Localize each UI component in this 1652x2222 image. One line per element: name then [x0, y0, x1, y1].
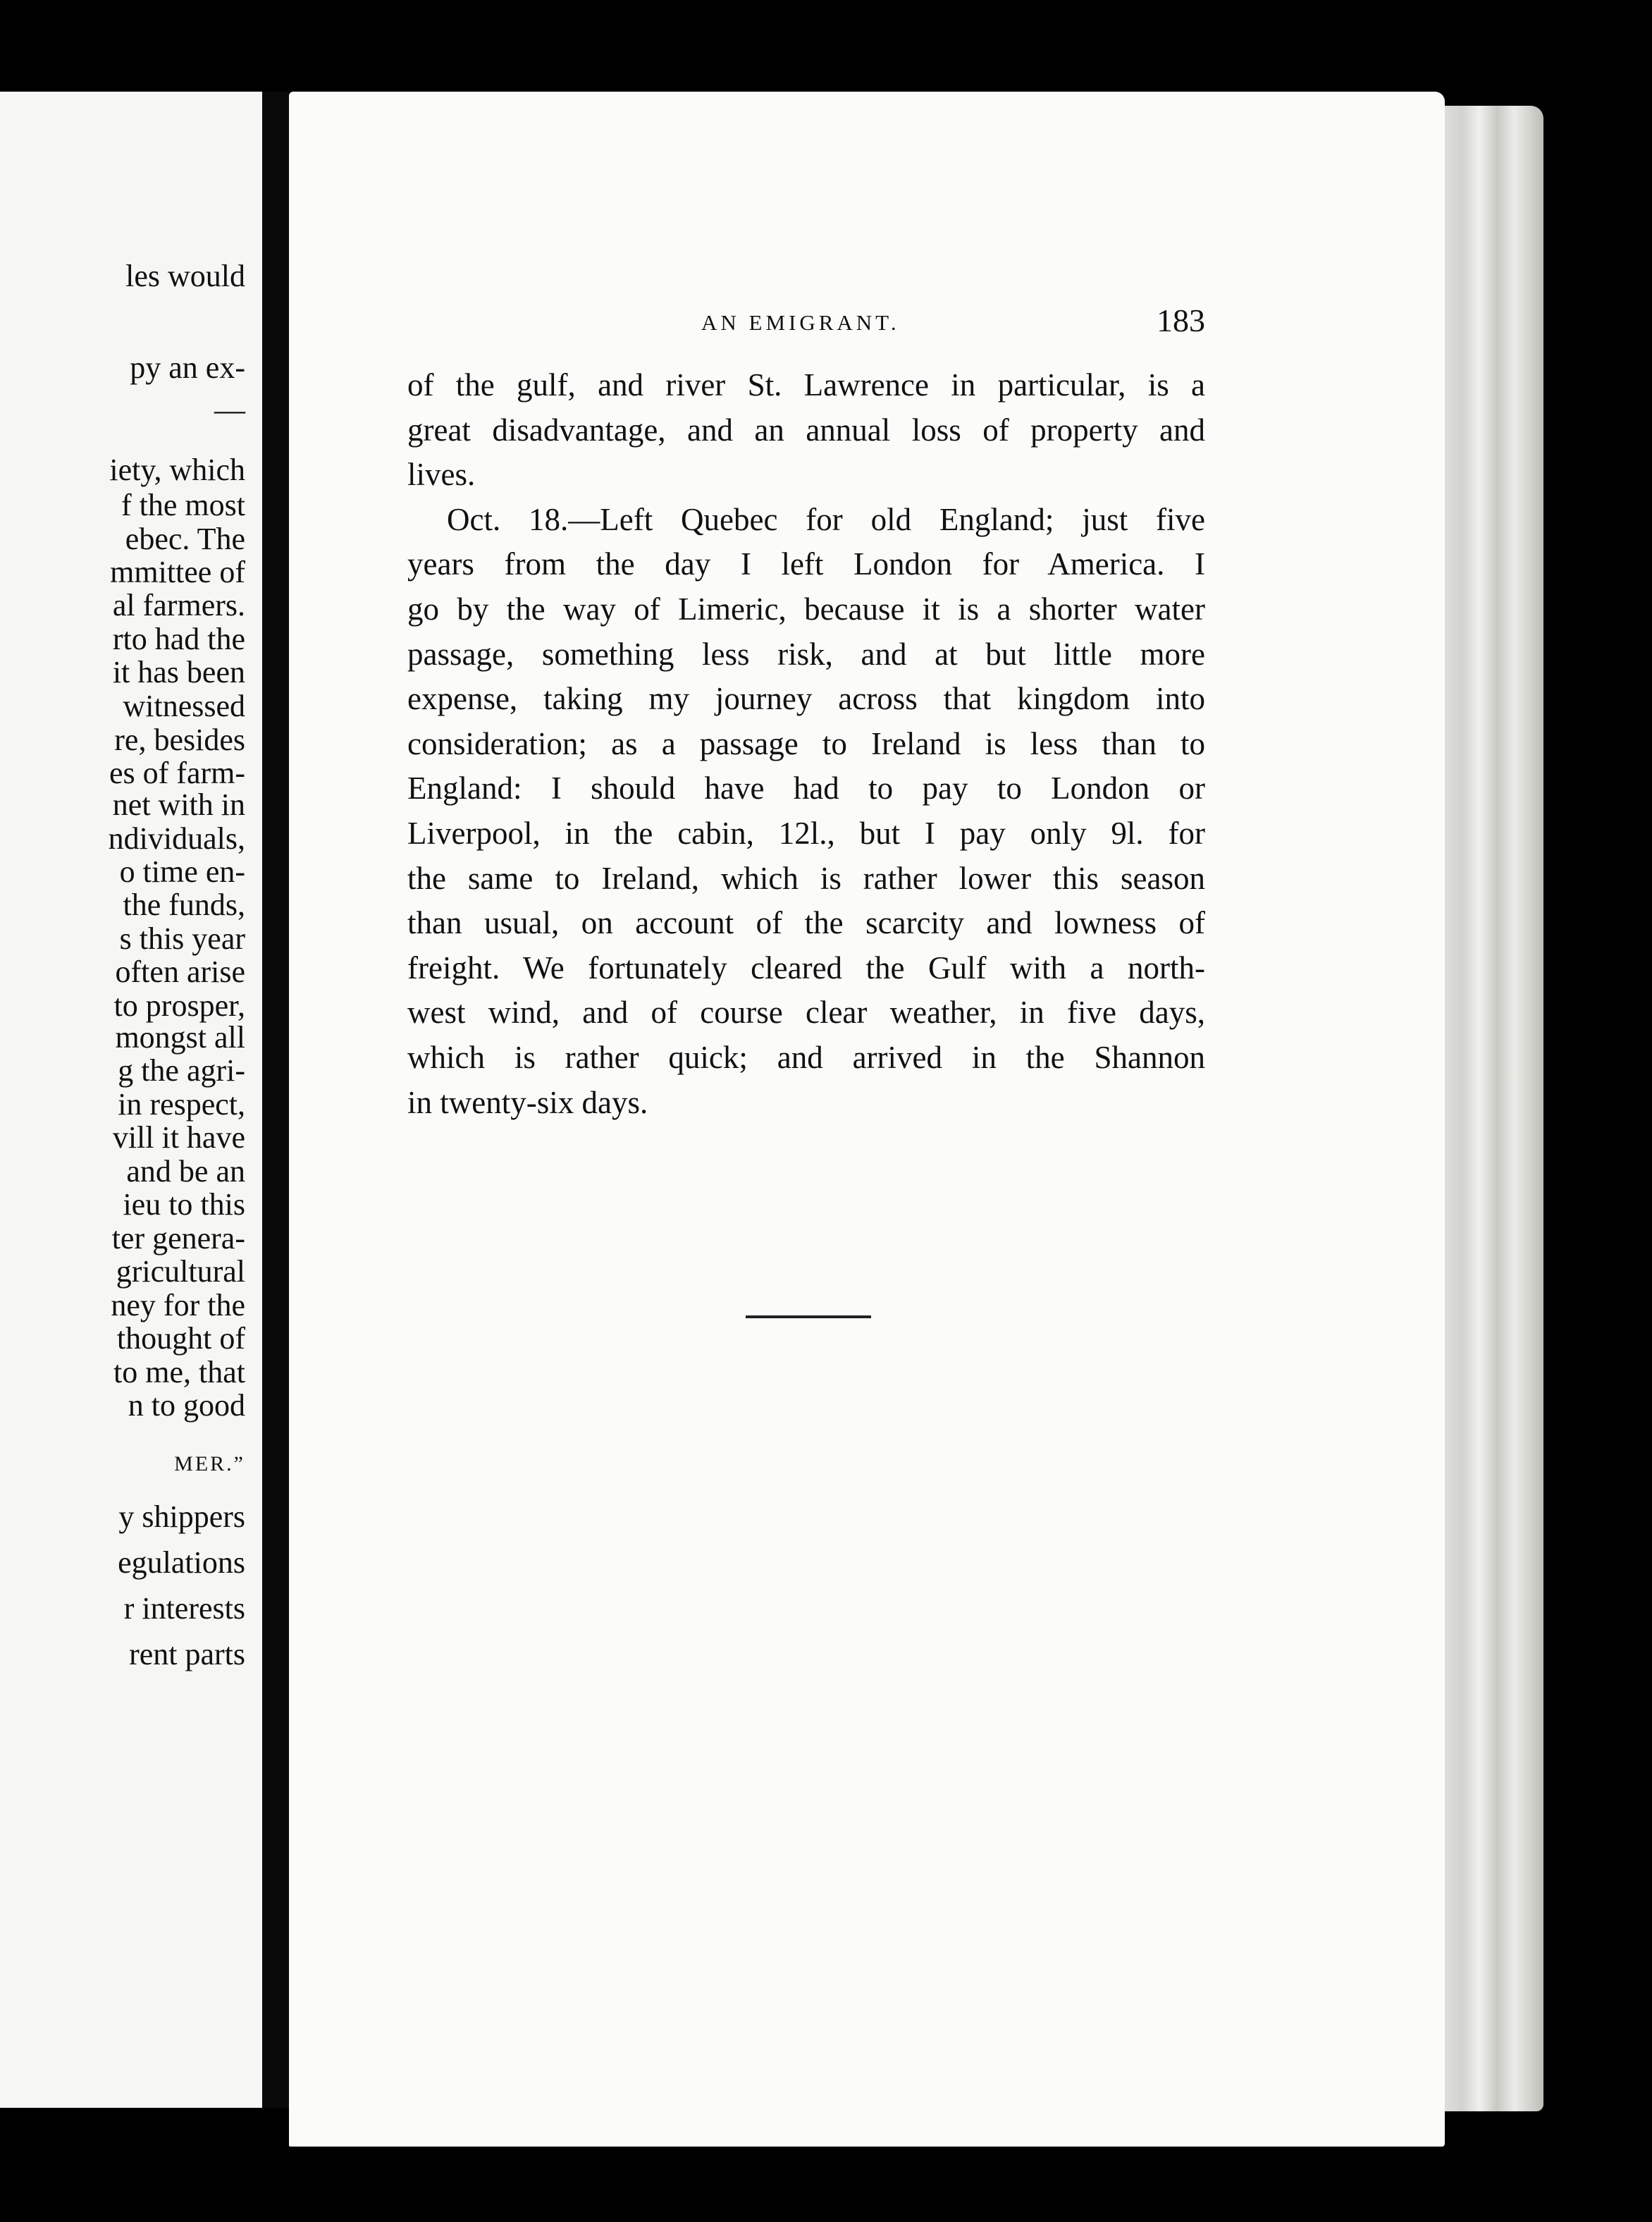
text-line: Oct. 18.—Left Quebec for old England; just five: [447, 501, 1205, 537]
left-page-line: it has been: [112, 655, 245, 689]
left-page-line: gricultural: [116, 1254, 245, 1289]
text-line: consideration; as a passage to Ireland is less than to: [407, 725, 1205, 761]
left-page-line: net with in: [112, 787, 245, 822]
left-page-line: mmittee of: [110, 555, 245, 589]
text-line: the same to Ireland, which is rather lower this season: [407, 860, 1205, 896]
left-page-line: r interests: [123, 1591, 245, 1626]
left-page-line: rent parts: [129, 1637, 245, 1671]
left-page-line: ter genera-: [111, 1221, 245, 1256]
left-page-line: g the agri-: [118, 1053, 245, 1088]
left-facing-page: [0, 92, 262, 2108]
text-line: passage, something less risk, and at but little more: [407, 636, 1205, 672]
left-page-line: iety, which: [109, 453, 245, 487]
left-page-line: often arise: [115, 955, 245, 989]
text-line: than usual, on account of the scarcity and lowness of: [407, 905, 1205, 941]
text-line: west wind, and of course clear weather, in five days,: [407, 995, 1205, 1031]
left-page-line: MER.”: [174, 1452, 245, 1475]
text-line: go by the way of Limeric, because it is a shorter water: [407, 591, 1205, 627]
left-page-line: es of farm-: [109, 756, 245, 790]
text-line: great disadvantage, and an annual loss of property and: [407, 412, 1205, 448]
body-text: [407, 363, 1205, 1125]
running-title: AN EMIGRANT.: [701, 310, 900, 335]
left-page-line: ney for the: [111, 1288, 245, 1322]
text-line: of the gulf, and river St. Lawrence in particular, is a: [407, 367, 1205, 403]
left-page-line: y shippers: [118, 1499, 245, 1534]
left-page-line: rto had the: [112, 622, 245, 656]
text-line: England: I should have had to pay to London or: [407, 771, 1205, 806]
left-page-line: ieu to this: [123, 1187, 245, 1222]
left-page-line: and be an: [126, 1154, 245, 1189]
left-page-line: mongst all: [115, 1020, 245, 1055]
left-page-line: n to good: [128, 1388, 245, 1423]
text-line: Liverpool, in the cabin, 12l., but I pay only 9l. for: [407, 815, 1205, 851]
left-page-line: ebec. The: [125, 522, 245, 556]
left-page-line: the funds,: [123, 888, 245, 922]
left-page-line: s this year: [119, 921, 245, 956]
text-line: years from the day I left London for America. I: [407, 546, 1205, 582]
left-page-line: in respect,: [118, 1087, 245, 1122]
book-gutter: [262, 92, 289, 2108]
text-line: which is rather quick; and arrived in the Shannon: [407, 1039, 1205, 1075]
left-page-line: o time en-: [119, 854, 245, 889]
text-line: expense, taking my journey across that kingdom into: [407, 681, 1205, 717]
left-page-line: thought of: [116, 1321, 245, 1356]
left-page-line: witnessed: [123, 689, 245, 723]
text-line: in twenty-six days.: [407, 1084, 648, 1120]
left-page-line: —: [214, 393, 245, 427]
left-page-line: f the most: [121, 488, 245, 522]
page-number: 183: [1157, 302, 1205, 338]
left-page-line: py an ex-: [130, 350, 245, 385]
left-page-line: re, besides: [114, 723, 245, 757]
text-line: freight. We fortunately cleared the Gulf with a north-: [407, 950, 1205, 986]
left-page-line: vill it have: [112, 1120, 245, 1155]
left-page-line: egulations: [118, 1545, 245, 1580]
left-page-line: ndividuals,: [108, 821, 245, 856]
left-page-line: al farmers.: [112, 588, 245, 622]
section-end-rule: [746, 1315, 871, 1318]
left-page-line: les would: [125, 259, 245, 293]
left-page-line: to me, that: [113, 1355, 245, 1389]
left-page-line: to prosper,: [113, 988, 245, 1023]
text-line: lives.: [407, 457, 476, 493]
